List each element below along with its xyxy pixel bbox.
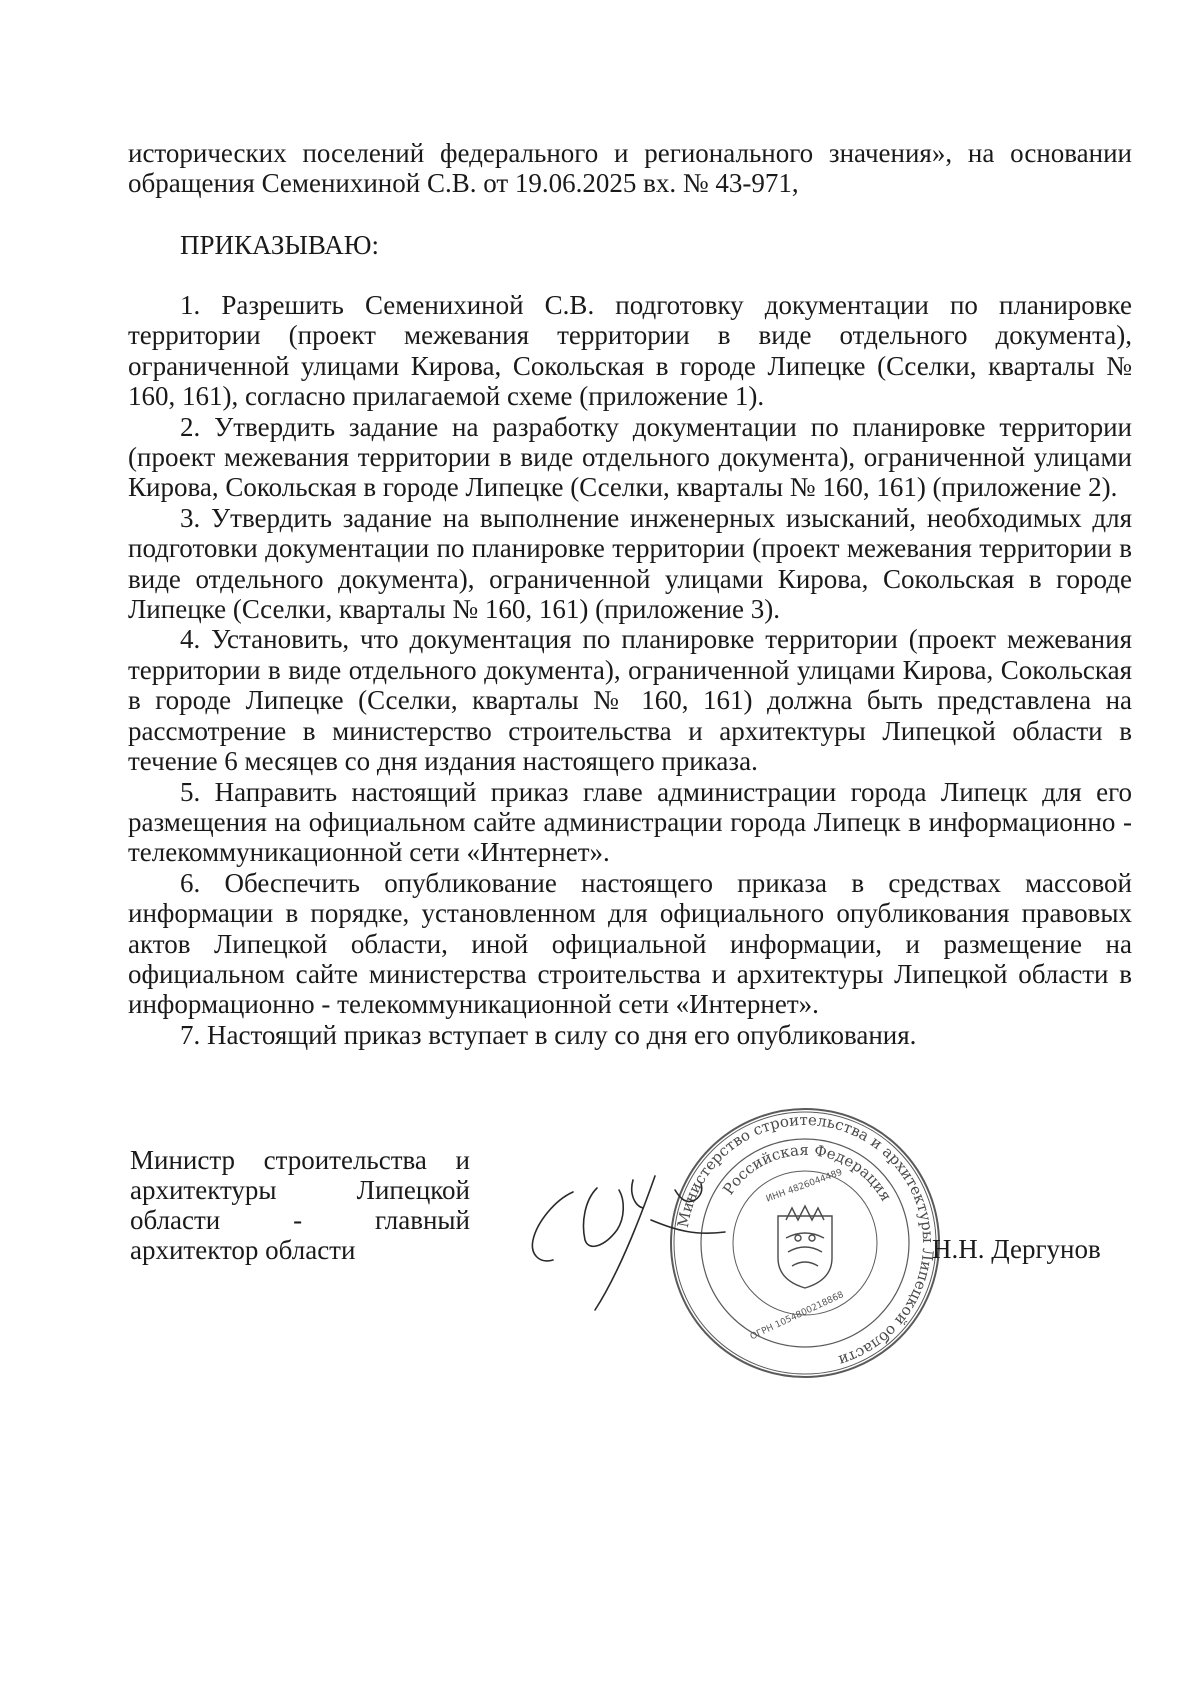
seal-inner-text: Российская Федерация <box>719 1140 896 1205</box>
order-item-5: 5. Направить настоящий приказ главе администрации города Липецк для его размещения на официальном сайте администрации города Липецк в информационно - телекоммуникационной сети «Интернет». <box>128 776 1132 868</box>
seal-outer-text: Министерство строительства и архитектуры Липецкой области <box>673 1110 938 1370</box>
order-heading: ПРИКАЗЫВАЮ: <box>180 230 379 260</box>
order-item-2: 2. Утвердить задание на разработку документации по планировке территории (проект межевания территории в виде отдельного документа), ограниченной улицами Кирова, Сокольская в городе Липецке (Сселки, кварталы № 160, 161) (приложение 2). <box>128 411 1132 503</box>
signatory-title: Министр строительства и архитектуры Липецкой области - главный архитектор области <box>130 1145 470 1265</box>
handwritten-signature <box>525 1160 785 1320</box>
order-item-1: 1. Разрешить Семенихиной С.В. подготовку документации по планировке территории (проект межевания территории в виде отдельного документа), ограниченной улицами Кирова, Сокольская в городе Липецке (Сселки, кварталы № 160, 161), согласно прилагаемой схеме (приложение 1). <box>128 290 1132 412</box>
seal-inn: ИНН 4826044489 <box>764 1167 844 1205</box>
signatory-name: Н.Н. Дергунов <box>932 1234 1101 1264</box>
order-item-6: 6. Обеспечить опубликование настоящего приказа в средствах массовой информации в порядке, установленном для официального опубликования правовых актов Липецкой области, иной официальной информации, и размещение на официальном сайте министерства строительства и архитектуры Липецкой области в информационно - телекоммуникационной сети «Интернет». <box>128 867 1132 1020</box>
coat-of-arms-icon <box>778 1206 832 1288</box>
order-items <box>128 290 1132 1050</box>
order-item-4: 4. Установить, что документация по планировке территории (проект межевания территории в виде отдельного документа), ограниченной улицами Кирова, Сокольская в городе Липецке (Сселки, кварталы № 160, 161) должна быть представлена на рассмотрение в министерство строительства и архитектуры Липецкой области в течение 6 месяцев со дня издания настоящего приказа. <box>128 624 1132 777</box>
seal-ogrn: ОГРН 1054800218868 <box>748 1290 846 1343</box>
order-item-3: 3. Утвердить задание на выполнение инженерных изысканий, необходимых для подготовки документации по планировке территории (проект межевания территории в виде отдельного документа), ограниченной улицами Кирова, Сокольская в городе Липецке (Сселки, кварталы № 160, 161) (приложение 3). <box>128 502 1132 625</box>
order-item-7: 7. Настоящий приказ вступает в силу со дня его опубликования. <box>180 1019 917 1050</box>
intro-paragraph: исторических поселений федерального и регионального значения», на основании обращения Семенихиной С.В. от 19.06.2025 вх. № 43-971, <box>128 138 1132 198</box>
